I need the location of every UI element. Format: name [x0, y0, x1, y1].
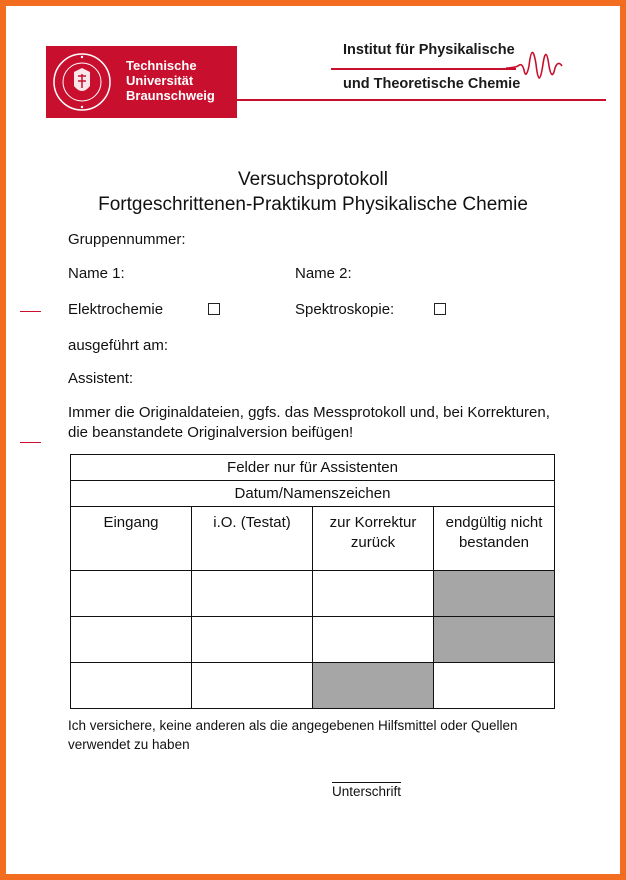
name2-label: Name 2: [295, 265, 352, 282]
university-name-line3: Braunschweig [126, 88, 215, 103]
document-title: Versuchsprotokoll [238, 169, 388, 190]
institute-name-line1: Institut für Physikalische [343, 42, 515, 58]
spectroscopy-checkbox[interactable] [434, 303, 446, 315]
table-cell[interactable] [192, 617, 313, 663]
table-header-assistants: Felder nur für Assistenten [71, 455, 555, 481]
instructions-text: Immer die Originaldateien, ggfs. das Messprotokoll und, bei Korrekturen, die beanstandete Originalversion beifügen! [68, 404, 550, 441]
spectroscopy-label: Spektroskopie: [295, 301, 395, 318]
column-header-ok: i.O. (Testat) [192, 507, 313, 571]
table-row [71, 617, 555, 663]
performed-on-label: ausgeführt am: [68, 337, 169, 354]
declaration-text: Ich versichere, keine anderen als die angegebenen Hilfsmittel oder Quellen verwendet zu haben [68, 718, 518, 752]
signature-line[interactable]: Unterschrift [332, 784, 402, 799]
document-subtitle: Fortgeschrittenen-Praktikum Physikalische Chemie [98, 194, 528, 215]
institute-name-line2: und Theoretische Chemie [343, 76, 521, 92]
assistant-label: Assistent: [68, 370, 134, 387]
table-header-date-initials: Datum/Namenszeichen [71, 481, 555, 507]
column-header-received: Eingang [71, 507, 192, 571]
wave-logo-icon [506, 36, 566, 96]
fold-mark [20, 442, 41, 443]
electrochemistry-checkbox[interactable] [208, 303, 220, 315]
table-cell[interactable] [71, 663, 192, 709]
name1-label: Name 1: [68, 265, 125, 282]
university-seal-icon [52, 52, 112, 112]
table-cell[interactable] [192, 571, 313, 617]
header-rule [237, 99, 606, 101]
tu-braunschweig-logo [46, 46, 237, 118]
table-cell[interactable] [313, 571, 434, 617]
university-name-line2: Universität [126, 73, 194, 88]
table-column-header-row [71, 507, 555, 571]
institute-divider [331, 68, 516, 70]
table-header-row [71, 455, 555, 481]
fold-mark [20, 311, 41, 312]
table-cell-shaded [313, 663, 434, 709]
table-cell[interactable] [71, 617, 192, 663]
table-cell[interactable] [71, 571, 192, 617]
table-cell[interactable] [313, 617, 434, 663]
table-header-row [71, 481, 555, 507]
document-page [6, 6, 620, 874]
group-number-label: Gruppennummer: [68, 231, 186, 248]
university-name-line1: Technische [126, 58, 197, 73]
electrochemistry-label: Elektrochemie [68, 301, 164, 318]
table-row [71, 571, 555, 617]
university-name [126, 58, 215, 103]
table-cell-shaded [434, 617, 555, 663]
column-header-correction: zur Korrektur zurück [313, 507, 434, 571]
assistant-table [70, 454, 555, 709]
table-row [71, 663, 555, 709]
table-cell[interactable] [192, 663, 313, 709]
table-cell-shaded [434, 571, 555, 617]
table-cell[interactable] [434, 663, 555, 709]
column-header-failed: endgültig nicht bestanden [434, 507, 555, 571]
